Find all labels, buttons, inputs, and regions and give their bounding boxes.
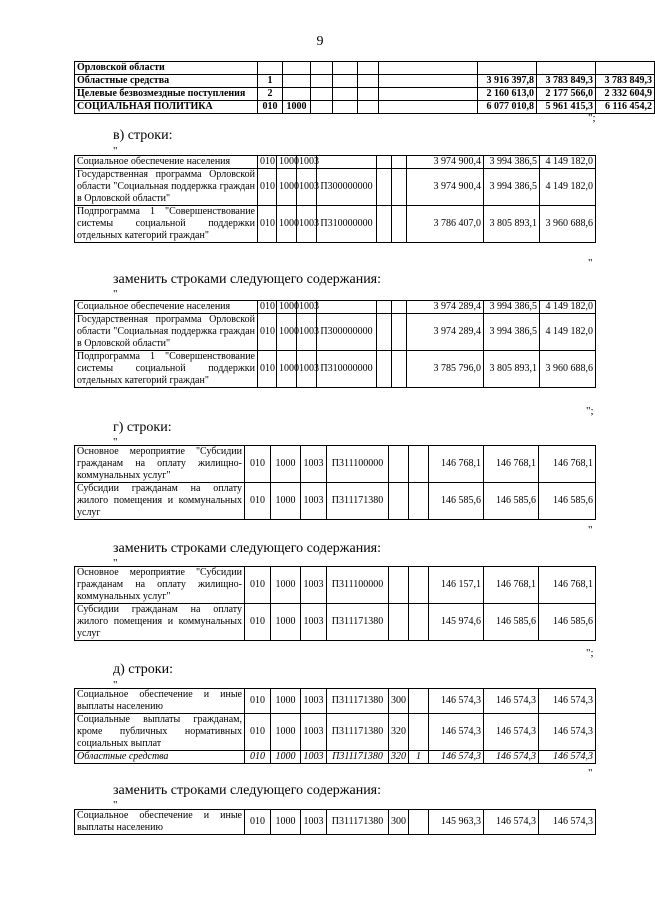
code-cell: 010 <box>258 351 277 388</box>
code-cell <box>409 689 429 714</box>
row-name-cell: Целевые безвозмездные поступления <box>75 88 258 101</box>
code-cell: 010 <box>258 156 277 169</box>
code-cell: 1000 <box>271 689 301 714</box>
amount-cell: 146 768,1 <box>484 446 539 483</box>
code-cell <box>333 101 358 114</box>
code-cell: 1003 <box>297 206 317 243</box>
amount-cell: 146 157,1 <box>429 567 484 604</box>
code-cell: П311171380 <box>327 483 389 520</box>
amount-cell: 146 574,3 <box>539 751 596 764</box>
amount-cell: 145 974,6 <box>429 604 484 641</box>
code-cell: 1000 <box>277 351 297 388</box>
code-cell: 1000 <box>271 567 301 604</box>
amount-cell: 2 332 604,9 <box>596 88 655 101</box>
amount-cell: 146 574,3 <box>539 714 596 751</box>
amount-cell: 4 149 182,0 <box>540 301 596 314</box>
table-row <box>75 88 655 101</box>
code-cell <box>379 101 478 114</box>
row-name-cell: Государственная программа Орловской области "Социальная поддержка граждан в Орловской области" <box>75 169 258 206</box>
amount-cell: 2 160 613,0 <box>478 88 537 101</box>
code-cell <box>379 62 478 75</box>
amount-cell: 6 077 010,8 <box>478 101 537 114</box>
row-name-cell: Подпрограмма 1 "Совершенствование системы социальной поддержки отдельных категорий граждан" <box>75 206 258 243</box>
amount-cell: 3 783 849,3 <box>596 75 655 88</box>
amount-cell: 146 574,3 <box>429 689 484 714</box>
section-d-replace-heading: заменить строками следующего содержания: <box>113 783 382 798</box>
code-cell <box>409 446 429 483</box>
code-cell <box>392 169 407 206</box>
code-cell: 1003 <box>297 169 317 206</box>
code-cell: 1000 <box>277 314 297 351</box>
code-cell <box>283 75 311 88</box>
code-cell: 010 <box>258 314 277 351</box>
amount-cell: 146 574,3 <box>484 810 539 835</box>
code-cell: П310000000 <box>317 351 377 388</box>
code-cell: 1003 <box>297 156 317 169</box>
amount-cell: 146 574,3 <box>484 714 539 751</box>
amount-cell: 146 768,1 <box>539 567 596 604</box>
code-cell: 320 <box>389 751 409 764</box>
amount-cell <box>596 62 655 75</box>
code-cell: 1003 <box>301 689 327 714</box>
code-cell: 1000 <box>271 483 301 520</box>
amount-cell: 3 974 900,4 <box>407 156 484 169</box>
code-cell: П310000000 <box>317 206 377 243</box>
code-cell: 1000 <box>277 156 297 169</box>
section-v-heading: в) строки: <box>113 128 173 143</box>
code-cell <box>377 314 392 351</box>
amount-cell: 146 768,1 <box>484 567 539 604</box>
code-cell <box>358 101 379 114</box>
close-quote-mark: "; <box>586 405 594 417</box>
code-cell <box>379 75 478 88</box>
table-row <box>75 101 655 114</box>
code-cell: 010 <box>258 101 283 114</box>
code-cell: 1003 <box>301 810 327 835</box>
amount-cell: 146 574,3 <box>429 714 484 751</box>
code-cell: 010 <box>245 810 271 835</box>
amount-cell: 3 783 849,3 <box>537 75 596 88</box>
amount-cell: 146 768,1 <box>429 446 484 483</box>
row-name-cell: Основное мероприятие "Субсидии гражданам на оплату жилищно-коммунальных услуг" <box>75 446 245 483</box>
code-cell: 010 <box>245 751 271 764</box>
table-row <box>75 483 596 520</box>
open-quote-mark: " <box>113 557 118 569</box>
row-name-cell: Социальное обеспечение населения <box>75 156 258 169</box>
table-row <box>75 567 596 604</box>
budget-table-top <box>74 61 655 114</box>
code-cell <box>377 301 392 314</box>
section-d-replace-table <box>74 809 596 835</box>
code-cell: П311100000 <box>327 446 389 483</box>
code-cell <box>377 206 392 243</box>
table-row <box>75 751 596 764</box>
code-cell: П311171380 <box>327 689 389 714</box>
amount-cell: 146 585,6 <box>484 604 539 641</box>
section-g-replace-heading: заменить строками следующего содержания: <box>113 541 382 556</box>
row-name-cell: Социальные выплаты гражданам, кроме публичных нормативных социальных выплат <box>75 714 245 751</box>
code-cell: П300000000 <box>317 169 377 206</box>
code-cell <box>392 314 407 351</box>
code-cell: 010 <box>258 206 277 243</box>
amount-cell: 3 960 688,6 <box>540 351 596 388</box>
table-row <box>75 810 596 835</box>
code-cell: 010 <box>245 483 271 520</box>
amount-cell: 3 960 688,6 <box>540 206 596 243</box>
code-cell <box>377 156 392 169</box>
code-cell: 1003 <box>301 751 327 764</box>
section-v-table <box>74 155 596 243</box>
row-name-cell: Орловской области <box>75 62 258 75</box>
amount-cell: 4 149 182,0 <box>540 314 596 351</box>
amount-cell: 3 805 893,1 <box>484 351 540 388</box>
code-cell: 1003 <box>297 314 317 351</box>
end-quote-mark: "; <box>588 112 596 124</box>
section-d-heading: д) строки: <box>113 662 173 677</box>
code-cell: 1000 <box>271 446 301 483</box>
code-cell: 1 <box>409 751 429 764</box>
amount-cell: 145 963,3 <box>429 810 484 835</box>
open-quote-mark: " <box>113 799 118 811</box>
close-quote-mark: " <box>588 257 593 269</box>
amount-cell: 5 961 415,3 <box>537 101 596 114</box>
amount-cell: 146 585,6 <box>484 483 539 520</box>
table-row <box>75 301 596 314</box>
section-d-table <box>74 688 596 764</box>
amount-cell: 3 974 289,4 <box>407 314 484 351</box>
table-row <box>75 604 596 641</box>
code-cell: 010 <box>245 689 271 714</box>
table-row <box>75 446 596 483</box>
code-cell: П300000000 <box>317 314 377 351</box>
amount-cell: 6 116 454,2 <box>596 101 655 114</box>
table-row <box>75 689 596 714</box>
row-name-cell: Субсидии гражданам на оплату жилого помещения и коммунальных услуг <box>75 483 245 520</box>
amount-cell <box>478 62 537 75</box>
amount-cell: 3 994 386,5 <box>484 301 540 314</box>
close-quote-mark: " <box>588 524 593 536</box>
code-cell <box>409 714 429 751</box>
code-cell: 010 <box>245 714 271 751</box>
section-g-table <box>74 445 596 520</box>
code-cell: П311171380 <box>327 714 389 751</box>
row-name-cell: Государственная программа Орловской области "Социальная поддержка граждан в Орловской области" <box>75 314 258 351</box>
open-quote-mark: " <box>113 145 118 157</box>
code-cell: 010 <box>245 567 271 604</box>
code-cell: 1000 <box>277 206 297 243</box>
code-cell <box>379 88 478 101</box>
table-row <box>75 314 596 351</box>
section-g-replace-table <box>74 566 596 641</box>
amount-cell: 4 149 182,0 <box>540 156 596 169</box>
code-cell: 1003 <box>301 567 327 604</box>
amount-cell: 3 994 386,5 <box>484 314 540 351</box>
amount-cell: 146 574,3 <box>484 689 539 714</box>
code-cell: П311171380 <box>327 810 389 835</box>
code-cell: 300 <box>389 689 409 714</box>
code-cell: 1000 <box>271 714 301 751</box>
code-cell: 010 <box>258 169 277 206</box>
row-name-cell: Социальное обеспечение и иные выплаты населению <box>75 810 245 835</box>
code-cell: 300 <box>389 810 409 835</box>
code-cell <box>358 62 379 75</box>
table-row <box>75 206 596 243</box>
code-cell <box>258 62 283 75</box>
section-v-replace-heading: заменить строками следующего содержания: <box>113 272 382 287</box>
row-name-cell: Социальное обеспечение населения <box>75 301 258 314</box>
code-cell <box>377 169 392 206</box>
code-cell: 1000 <box>277 169 297 206</box>
amount-cell: 2 177 566,0 <box>537 88 596 101</box>
amount-cell: 3 805 893,1 <box>484 206 540 243</box>
code-cell <box>317 156 377 169</box>
amount-cell: 146 768,1 <box>539 446 596 483</box>
code-cell <box>392 301 407 314</box>
section-v-replace-table <box>74 300 596 388</box>
code-cell <box>283 62 311 75</box>
code-cell <box>311 75 333 88</box>
code-cell <box>333 62 358 75</box>
code-cell <box>283 88 311 101</box>
amount-cell: 3 916 397,8 <box>478 75 537 88</box>
code-cell <box>389 483 409 520</box>
code-cell: 1000 <box>271 810 301 835</box>
amount-cell: 146 574,3 <box>484 751 539 764</box>
code-cell <box>389 604 409 641</box>
code-cell <box>377 351 392 388</box>
row-name-cell: Областные средства <box>75 751 245 764</box>
code-cell: П311171380 <box>327 604 389 641</box>
code-cell: 1003 <box>301 604 327 641</box>
amount-cell: 146 585,6 <box>539 483 596 520</box>
row-name-cell: Основное мероприятие "Субсидии гражданам на оплату жилищно-коммунальных услуг" <box>75 567 245 604</box>
amount-cell <box>537 62 596 75</box>
code-cell <box>392 351 407 388</box>
amount-cell: 146 574,3 <box>539 689 596 714</box>
code-cell <box>409 604 429 641</box>
code-cell: П311171380 <box>327 751 389 764</box>
open-quote-mark: " <box>113 436 118 448</box>
row-name-cell: СОЦИАЛЬНАЯ ПОЛИТИКА <box>75 101 258 114</box>
close-quote-mark: " <box>588 767 593 779</box>
table-row <box>75 156 596 169</box>
code-cell <box>311 101 333 114</box>
page-number: 9 <box>316 34 324 49</box>
code-cell <box>409 810 429 835</box>
code-cell: 1003 <box>297 351 317 388</box>
amount-cell: 146 585,6 <box>539 604 596 641</box>
code-cell: 010 <box>245 604 271 641</box>
code-cell: 1003 <box>301 483 327 520</box>
code-cell <box>333 88 358 101</box>
code-cell <box>389 567 409 604</box>
code-cell: П311100000 <box>327 567 389 604</box>
code-cell: 1000 <box>271 604 301 641</box>
open-quote-mark: " <box>113 679 118 691</box>
code-cell: 1000 <box>271 751 301 764</box>
code-cell <box>311 62 333 75</box>
row-name-cell: Подпрограмма 1 "Совершенствование системы социальной поддержки отдельных категорий граждан" <box>75 351 258 388</box>
amount-cell: 3 786 407,0 <box>407 206 484 243</box>
code-cell <box>333 75 358 88</box>
amount-cell: 146 574,3 <box>539 810 596 835</box>
code-cell <box>358 75 379 88</box>
code-cell: 1003 <box>297 301 317 314</box>
amount-cell: 146 574,3 <box>429 751 484 764</box>
code-cell: 1003 <box>301 714 327 751</box>
code-cell: 010 <box>245 446 271 483</box>
amount-cell: 4 149 182,0 <box>540 169 596 206</box>
code-cell <box>389 446 409 483</box>
code-cell: 320 <box>389 714 409 751</box>
table-row <box>75 714 596 751</box>
amount-cell: 146 585,6 <box>429 483 484 520</box>
amount-cell: 3 785 796,0 <box>407 351 484 388</box>
amount-cell: 3 994 386,5 <box>484 156 540 169</box>
table-row <box>75 62 655 75</box>
code-cell: 1000 <box>283 101 311 114</box>
row-name-cell: Областные средства <box>75 75 258 88</box>
table-row <box>75 169 596 206</box>
code-cell <box>358 88 379 101</box>
code-cell: 2 <box>258 88 283 101</box>
code-cell <box>317 301 377 314</box>
row-name-cell: Субсидии гражданам на оплату жилого помещения и коммунальных услуг <box>75 604 245 641</box>
section-g-heading: г) строки: <box>113 420 172 435</box>
code-cell <box>392 206 407 243</box>
amount-cell: 3 974 289,4 <box>407 301 484 314</box>
table-row <box>75 351 596 388</box>
code-cell <box>409 567 429 604</box>
open-quote-mark: " <box>113 288 118 300</box>
amount-cell: 3 994 386,5 <box>484 169 540 206</box>
code-cell: 1000 <box>277 301 297 314</box>
code-cell: 010 <box>258 301 277 314</box>
code-cell <box>392 156 407 169</box>
table-row <box>75 75 655 88</box>
row-name-cell: Социальное обеспечение и иные выплаты населению <box>75 689 245 714</box>
code-cell: 1 <box>258 75 283 88</box>
amount-cell: 3 974 900,4 <box>407 169 484 206</box>
code-cell: 1003 <box>301 446 327 483</box>
close-quote-mark: "; <box>586 647 594 659</box>
code-cell <box>311 88 333 101</box>
code-cell <box>409 483 429 520</box>
